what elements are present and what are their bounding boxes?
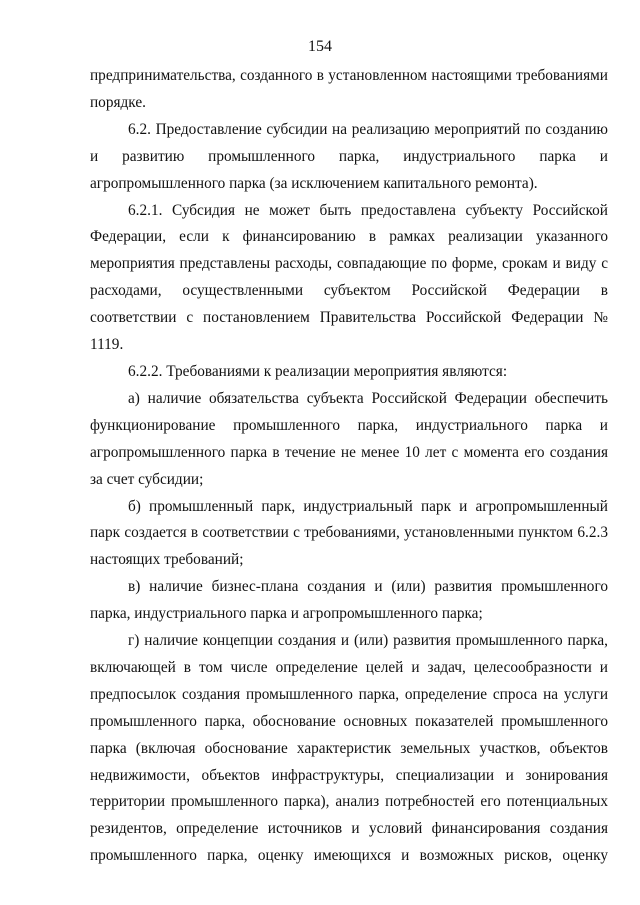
list-item-g: г) наличие концепции создания и (или) развития промышленного парка, включающей в том числе определение целей и задач, целесообразности и предпосылок создания промышленного парка, определение спроса на услуги промышленного парка, обоснование основных показателей промышленного парка (включая обоснование характеристик земельных участков, объектов недвижимости, объектов инфраструктуры, специализации и зонирования территории промышленного парка), анализ потребностей его потенциальных резидентов, определение источников и условий финансирования создания промышленного парка, оценку имеющихся и возможных рисков, оценку [90, 632, 608, 865]
document-body [90, 63, 608, 870]
page-number: 154 [308, 38, 332, 55]
paragraph-6-2-2: 6.2.2. Требованиями к реализации мероприятия являются: [128, 362, 508, 380]
list-item-v: в) наличие бизнес-плана создания и (или) развития промышленного парка, индустриального парка и агропромышленного парка; [90, 578, 608, 623]
paragraph-continuation: предпринимательства, созданного в установленном настоящими требованиями порядке. [90, 67, 608, 111]
paragraph-6-2: 6.2. Предоставление субсидии на реализацию мероприятий по созданию и развитию промышленного парка, индустриального парка и агропромышленного парка (за исключением капитального ремонта). [90, 120, 608, 192]
paragraph-6-2-1: 6.2.1. Субсидия не может быть предоставлена субъекту Российской Федерации, если к финансированию в рамках реализации указанного мероприятия представлены расходы, совпадающие по форме, срокам и виду с расходами, осуществленными субъектом Российской Федерации в соответствии с постановлением Правительства Российской Федерации № 1119. [90, 201, 608, 354]
list-item-b: б) промышленный парк, индустриальный парк и агропромышленный парк создается в соответствии с требованиями, установленными пунктом 6.2.3 настоящих требований; [90, 497, 608, 569]
list-item-a: а) наличие обязательства субъекта Российской Федерации обеспечить функционирование промышленного парка, индустриального парка и агропромышленного парка в течение не менее 10 лет с момента его создания за счет субсидии; [90, 389, 608, 488]
